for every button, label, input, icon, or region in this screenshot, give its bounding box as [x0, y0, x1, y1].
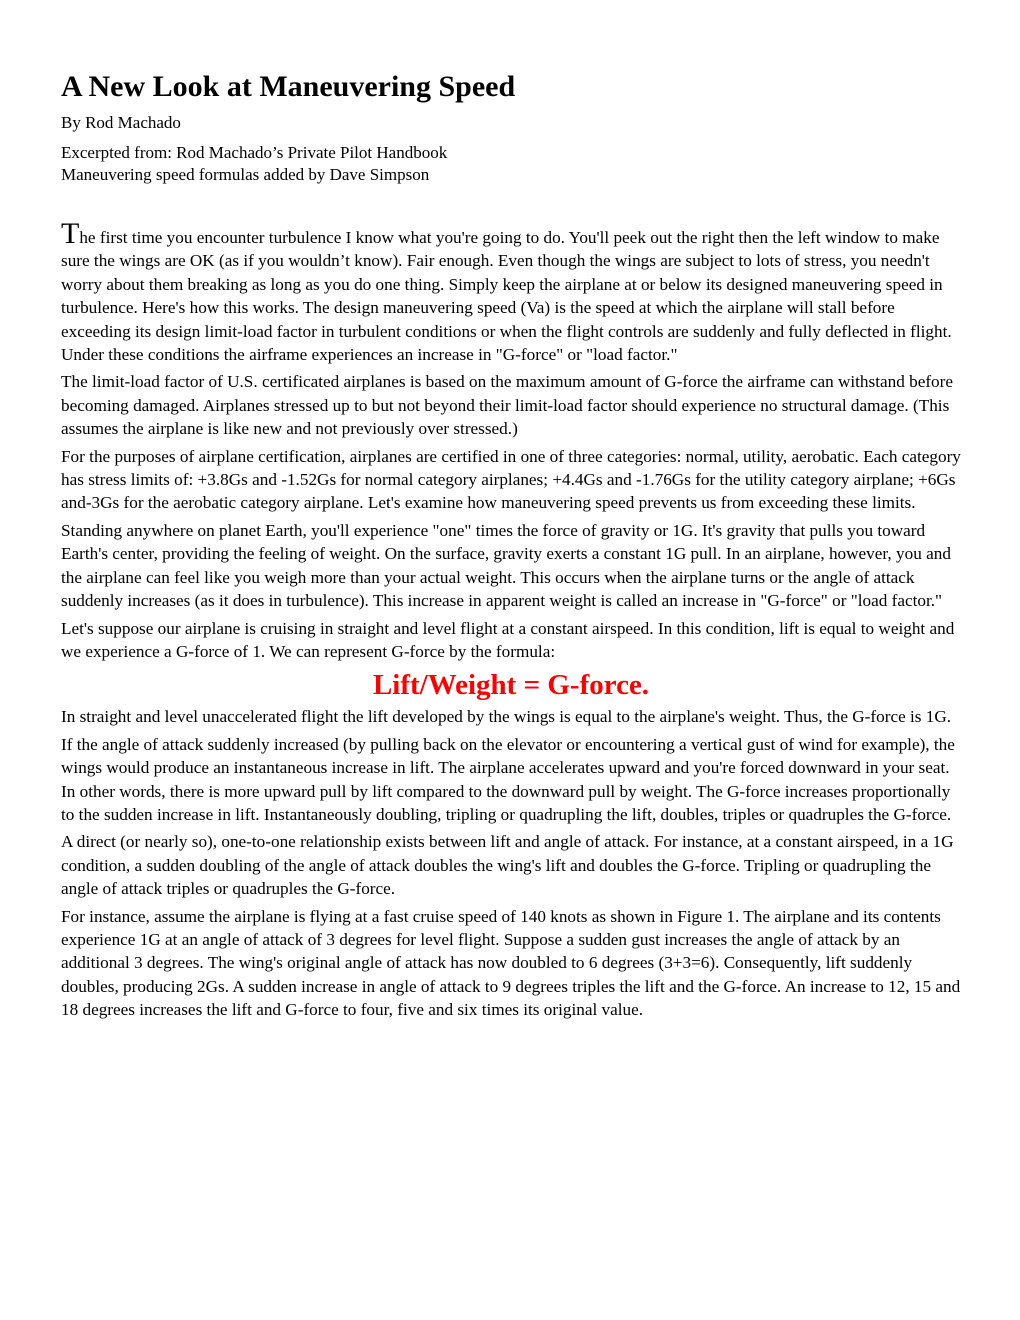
paragraph-text: he first time you encounter turbulence I know what you're going to do. You'll peek out the right then the left window to make sure the wings are OK (as if you wouldn’t know). Fair enough. Even though the wings are subject to lots of stress, you needn't worry about them breaking as long as you do one thing. Simply keep the airplane at or below its designed maneuvering speed in turbulence. Here's how this works. The design maneuvering speed (Va) is the speed at which the airplane will stall before exceeding its design limit-load factor in turbulent conditions or when the flight controls are suddenly and fully deflected in flight. Under these conditions the airframe experiences an increase in "G-force" or "load factor." — [61, 228, 952, 365]
body-paragraph-4: Standing anywhere on planet Earth, you'll experience "one" times the force of gravity or 1G. It's gravity that pulls you toward Earth's center, providing the feeling of weight. On the surface, gravity exerts a constant 1G pull. In an airplane, however, you and the airplane can feel like you weigh more than your actual weight. This occurs when the airplane turns or the angle of attack suddenly increases (as it does in turbulence). This increase in apparent weight is called an increase in "G-force" or "load factor." — [61, 520, 951, 611]
body-paragraph-8: A direct (or nearly so), one-to-one relationship exists between lift and angle of attack. For instance, at a constant airspeed, in a 1G condition, a sudden doubling of the angle of attack doubles the wing's lift and doubles the G-force. Tripling or quadrupling the angle of attack triples or quadruples the G-force. — [61, 832, 954, 899]
body-paragraph-6: In straight and level unaccelerated flight the lift developed by the wings is equal to the airplane's weight. Thus, the G-force is 1G. — [61, 707, 952, 727]
body-paragraph-1 — [61, 217, 961, 366]
body-paragraph-9: For instance, assume the airplane is flying at a fast cruise speed of 140 knots as shown in Figure 1. The airplane and its contents experience 1G at an angle of attack of 3 degrees for level flight. Suppose a sudden gust increases the angle of attack by an additional 3 degrees. The wing's original angle of attack has now doubled to 6 degrees (3+3=6). Consequently, lift suddenly doubles, producing 2Gs. A sudden increase in angle of attack to 9 degrees triples the lift and the G-force. An increase to 12, 15 and 18 degrees increases the lift and G-force to four, five and six times its original value. — [61, 906, 961, 1020]
excerpt-source: Excerpted from: Rod Machado’s Private Pilot Handbook — [61, 143, 448, 162]
document-page — [61, 68, 961, 1026]
body-paragraph-7: If the angle of attack suddenly increased (by pulling back on the elevator or encountering a vertical gust of wind for example), the wings would produce an instantaneous increase in lift. The airplane accelerates upward and you're forced downward in your seat. In other words, there is more upward pull by lift compared to the downward pull by weight. The G-force increases proportionally to the sudden increase in lift. Instantaneously doubling, tripling or quadrupling the lift, doubles, triples or quadruples the G-force. — [61, 734, 955, 824]
body-paragraph-2: The limit-load factor of U.S. certificated airplanes is based on the maximum amount of G-force the airframe can withstand before becoming damaged. Airplanes stressed up to but not beyond their limit-load factor should experience no structural damage. (This assumes the airplane is like new and not previously over stressed.) — [61, 372, 953, 439]
section-spacer — [61, 186, 961, 222]
document-title: A New Look at Maneuvering Speed — [61, 70, 516, 103]
author-byline: By Rod Machado — [61, 113, 181, 132]
drop-cap: T — [61, 217, 80, 250]
g-force-formula: Lift/Weight = G-force. — [372, 669, 650, 702]
body-paragraph-5: Let's suppose our airplane is cruising in straight and level flight at a constant airspeed. In this condition, lift is equal to weight and we experience a G-force of 1. We can represent G-force by the formula: — [61, 618, 955, 661]
formula-credit: Maneuvering speed formulas added by Dave Simpson — [61, 165, 430, 184]
body-paragraph-3: For the purposes of airplane certification, airplanes are certified in one of three categories: normal, utility, aerobatic. Each category has stress limits of: +3.8Gs and -1.52Gs for normal category airplanes; +4.4Gs and -1.76Gs for the utility category airplane; +6Gs and-3Gs for the aerobatic category airplane. Let's examine how maneuvering speed prevents us from exceeding these limits. — [61, 446, 961, 513]
